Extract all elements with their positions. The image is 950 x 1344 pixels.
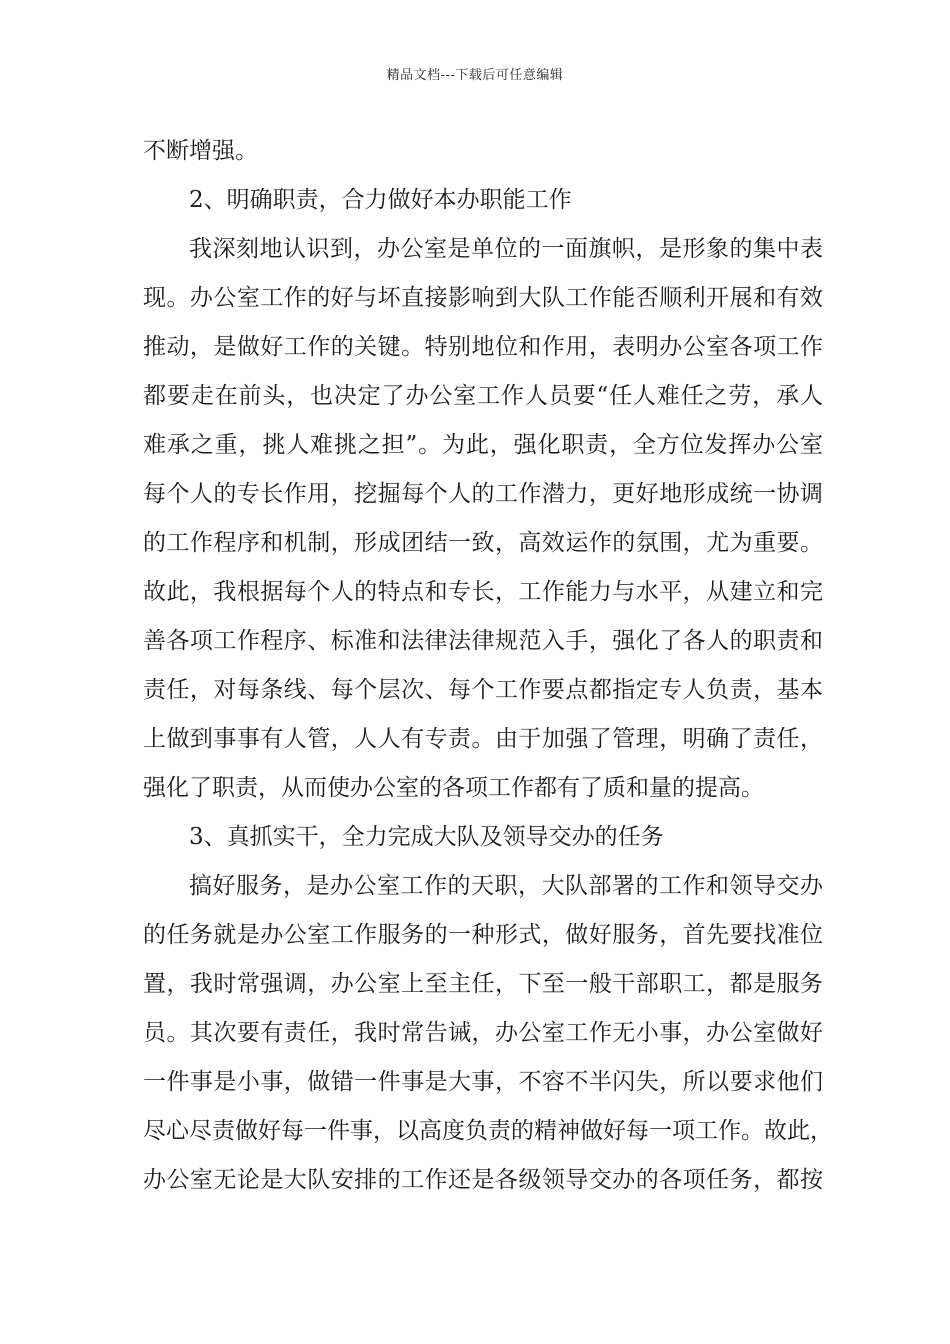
paragraph-line: 一件事是小事，做错一件事是大事，不容不半闪失，所以要求他们 xyxy=(143,1069,823,1095)
paragraph-line: 员。其次要有责任，我时常告诫，办公室工作无小事，办公室做好 xyxy=(143,1020,823,1046)
paragraph-line: 都要走在前头，也决定了办公室工作人员要“任人难任之劳，承人 xyxy=(143,383,823,409)
paragraph-line: 强化了职责，从而使办公室的各项工作都有了质和量的提高。 xyxy=(143,775,764,801)
paragraph-line: 上做到事事有人管，人人有专责。由于加强了管理，明确了责任， xyxy=(143,726,823,752)
paragraph-line: 的任务就是办公室工作服务的一种形式，做好服务，首先要找准位 xyxy=(143,922,823,948)
section-heading: 2、明确职责，合力做好本办职能工作 xyxy=(189,187,572,213)
paragraph-line: 难承之重，挑人难挑之担”。为此，强化职责，全方位发挥办公室 xyxy=(143,432,823,458)
paragraph-line: 现。办公室工作的好与坏直接影响到大队工作能否顺利开展和有效 xyxy=(143,285,823,311)
paragraph-line: 不断增强。 xyxy=(143,138,258,164)
paragraph-line: 搞好服务，是办公室工作的天职，大队部署的工作和领导交办 xyxy=(189,873,823,899)
paragraph-line: 责任，对每条线、每个层次、每个工作要点都指定专人负责，基本 xyxy=(143,677,823,703)
paragraph-line: 的工作程序和机制，形成团结一致，高效运作的氛围，尤为重要。 xyxy=(143,530,823,556)
paragraph-line: 我深刻地认识到，办公室是单位的一面旗帜，是形象的集中表 xyxy=(189,236,823,262)
paragraph-line: 善各项工作程序、标准和法律法律规范入手，强化了各人的职责和 xyxy=(143,628,823,654)
section-heading: 3、真抓实干，全力完成大队及领导交办的任务 xyxy=(189,824,664,850)
page-header: 精品文档---下载后可任意编辑 xyxy=(386,68,564,83)
paragraph-line: 每个人的专长作用，挖掘每个人的工作潜力，更好地形成统一协调 xyxy=(143,481,823,507)
paragraph-line: 推动，是做好工作的关键。特别地位和作用，表明办公室各项工作 xyxy=(143,334,823,360)
paragraph-line: 办公室无论是大队安排的工作还是各级领导交办的各项任务，都按 xyxy=(143,1167,823,1193)
document-body xyxy=(143,127,833,1205)
paragraph-line: 故此，我根据每个人的特点和专长，工作能力与水平，从建立和完 xyxy=(143,579,823,605)
paragraph-line: 置，我时常强调，办公室上至主任，下至一般干部职工，都是服务 xyxy=(143,971,823,997)
paragraph-line: 尽心尽责做好每一件事，以高度负责的精神做好每一项工作。故此， xyxy=(143,1118,833,1144)
